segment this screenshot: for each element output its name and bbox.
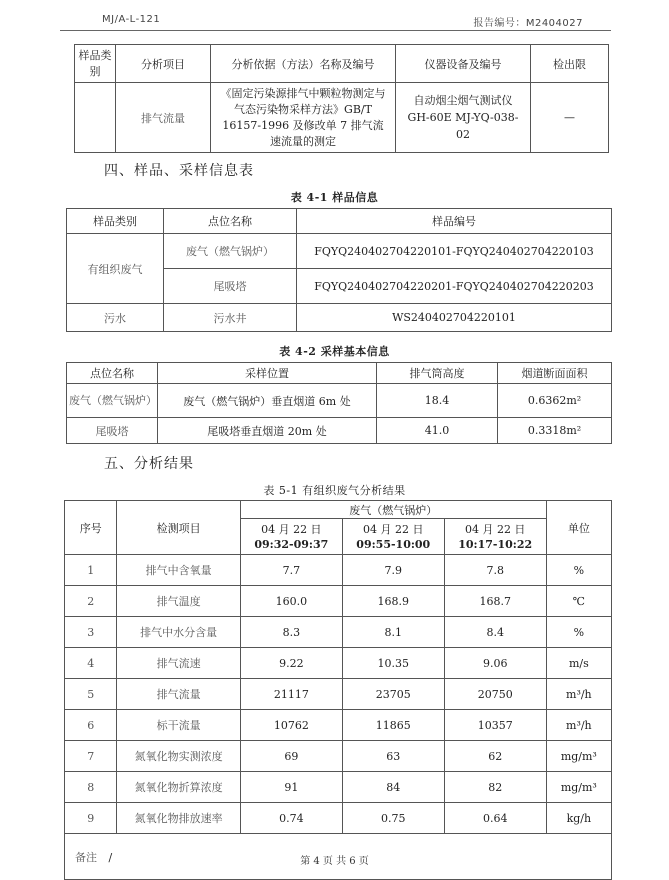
table-4-2-caption: 表 4-2 采样基本信息 [279, 345, 390, 358]
t51-no: 1 [65, 555, 117, 586]
table-row [65, 772, 612, 803]
t51-h-time-1 [240, 519, 342, 555]
table-row [65, 679, 612, 710]
t51-no: 5 [65, 679, 117, 710]
t51-h-group: 废气（燃气锅炉） [240, 501, 546, 519]
table-row [65, 803, 612, 834]
t41-h-point: 点位名称 [164, 209, 297, 234]
table-4-1 [66, 208, 612, 332]
t51-v2: 11865 [342, 710, 444, 741]
t41-point: 尾吸塔 [164, 269, 297, 304]
t51-v3: 0.64 [444, 803, 546, 834]
t51-v3: 9.06 [444, 648, 546, 679]
method-basis: 《固定污染源排气中颗粒物测定与气态污染物采样方法》GB/T 16157-1996 及修改单 7 排气流速流量的测定 [211, 83, 396, 153]
t51-v1: 160.0 [240, 586, 342, 617]
method-category [75, 83, 116, 153]
t51-item: 排气流量 [117, 679, 240, 710]
t51-no: 2 [65, 586, 117, 617]
t41-point: 废气（燃气锅炉） [164, 234, 297, 269]
report-number: 报告编号：M2404027 [473, 18, 583, 29]
col-method: 分析依据（方法）名称及编号 [211, 45, 396, 83]
page-footer: 第 4 页 共 6 页 [300, 856, 369, 867]
t51-h-time-2 [342, 519, 444, 555]
t51-no: 8 [65, 772, 117, 803]
table-row [65, 617, 612, 648]
t51-h-item: 检测项目 [117, 501, 240, 555]
t51-remark-label: 备注 [75, 850, 97, 864]
t51-item: 标干流量 [117, 710, 240, 741]
t51-h-seq: 序号 [65, 501, 117, 555]
t51-time: 09:32-09:37 [254, 537, 329, 551]
t41-group: 有组织废气 [67, 234, 164, 304]
t51-unit: m/s [546, 648, 611, 679]
t42-position: 废气（燃气锅炉）垂直烟道 6m 处 [158, 384, 377, 418]
t51-date: 04 月 22 日 [464, 522, 526, 536]
t51-unit: ℃ [546, 586, 611, 617]
t51-item: 氮氧化物排放速率 [117, 803, 240, 834]
t51-time: 10:17-10:22 [458, 537, 533, 551]
table-5-1-caption: 表 5-1 有组织废气分析结果 [263, 484, 406, 497]
t51-v1: 91 [240, 772, 342, 803]
t42-name: 废气（燃气锅炉） [67, 384, 158, 418]
t41-wastewater-code: WS240402704220101 [297, 304, 612, 332]
t41-wastewater-category: 污水 [67, 304, 164, 332]
t51-no: 4 [65, 648, 117, 679]
method-instrument: 自动烟尘烟气测试仪 GH-60E MJ-YQ-038-02 [396, 83, 531, 153]
t51-v3: 62 [444, 741, 546, 772]
t42-height: 18.4 [377, 384, 498, 418]
t51-unit: m³/h [546, 710, 611, 741]
col-sample-category: 样品类别 [75, 45, 116, 83]
t42-name: 尾吸塔 [67, 418, 158, 444]
t51-no: 9 [65, 803, 117, 834]
t51-h-unit: 单位 [546, 501, 611, 555]
table-row [65, 710, 612, 741]
table-5-1 [64, 500, 612, 880]
t51-unit: % [546, 555, 611, 586]
t42-h-height: 排气筒高度 [377, 363, 498, 384]
col-analysis-item: 分析项目 [116, 45, 211, 83]
t51-v3: 10357 [444, 710, 546, 741]
t51-v3: 8.4 [444, 617, 546, 648]
t51-no: 3 [65, 617, 117, 648]
t51-v1: 9.22 [240, 648, 342, 679]
t51-item: 排气流速 [117, 648, 240, 679]
t41-code: FQYQ240402704220201-FQYQ240402704220203 [297, 269, 612, 304]
method-item: 排气流量 [116, 83, 211, 153]
t51-v1: 69 [240, 741, 342, 772]
t51-v2: 168.9 [342, 586, 444, 617]
method-table [74, 44, 609, 153]
t51-unit: m³/h [546, 679, 611, 710]
t51-item: 氮氧化物折算浓度 [117, 772, 240, 803]
t42-position: 尾吸塔垂直烟道 20m 处 [158, 418, 377, 444]
col-instrument: 仪器设备及编号 [396, 45, 531, 83]
col-detection-limit: 检出限 [531, 45, 609, 83]
t42-area: 0.3318m² [498, 418, 612, 444]
t51-unit: % [546, 617, 611, 648]
t51-v1: 7.7 [240, 555, 342, 586]
t51-v3: 82 [444, 772, 546, 803]
table-row [65, 586, 612, 617]
t51-item: 排气中水分含量 [117, 617, 240, 648]
table-row [65, 555, 612, 586]
t51-item: 排气温度 [117, 586, 240, 617]
table-row [65, 741, 612, 772]
t51-v1: 10762 [240, 710, 342, 741]
t51-v3: 20750 [444, 679, 546, 710]
t51-time: 09:55-10:00 [356, 537, 431, 551]
t51-v2: 10.35 [342, 648, 444, 679]
t51-no: 6 [65, 710, 117, 741]
t42-h-name: 点位名称 [67, 363, 158, 384]
t51-remark-value: / [108, 850, 113, 864]
section-4-title: 四、样品、采样信息表 [104, 163, 254, 179]
t42-h-position: 采样位置 [158, 363, 377, 384]
t41-h-code: 样品编号 [297, 209, 612, 234]
t51-v2: 23705 [342, 679, 444, 710]
t41-wastewater-point: 污水井 [164, 304, 297, 332]
t51-v2: 84 [342, 772, 444, 803]
t51-date: 04 月 22 日 [363, 522, 424, 536]
method-limit: — [531, 83, 609, 153]
table-4-1-caption: 表 4-1 样品信息 [290, 191, 379, 204]
t51-v2: 0.75 [342, 803, 444, 834]
t51-v3: 168.7 [444, 586, 546, 617]
t51-item: 排气中含氧量 [117, 555, 240, 586]
t42-h-area: 烟道断面面积 [498, 363, 612, 384]
section-5-title: 五、分析结果 [104, 456, 194, 472]
t51-item: 氮氧化物实测浓度 [117, 741, 240, 772]
t51-unit: mg/m³ [546, 772, 611, 803]
t51-v2: 63 [342, 741, 444, 772]
t51-v1: 8.3 [240, 617, 342, 648]
document-code: MJ/A-L-121 [102, 14, 161, 25]
table-4-2 [66, 362, 612, 444]
table-row [65, 648, 612, 679]
t51-h-time-3 [444, 519, 546, 555]
t51-v1: 21117 [240, 679, 342, 710]
t51-unit: mg/m³ [546, 741, 611, 772]
t51-date: 04 月 22 日 [261, 522, 322, 536]
t51-v1: 0.74 [240, 803, 342, 834]
header-rule [60, 30, 611, 31]
t51-no: 7 [65, 741, 117, 772]
t41-code: FQYQ240402704220101-FQYQ240402704220103 [297, 234, 612, 269]
t51-v2: 8.1 [342, 617, 444, 648]
t42-height: 41.0 [377, 418, 498, 444]
t42-area: 0.6362m² [498, 384, 612, 418]
t41-h-category: 样品类别 [67, 209, 164, 234]
t51-unit: kg/h [546, 803, 611, 834]
t51-v2: 7.9 [342, 555, 444, 586]
t51-v3: 7.8 [444, 555, 546, 586]
